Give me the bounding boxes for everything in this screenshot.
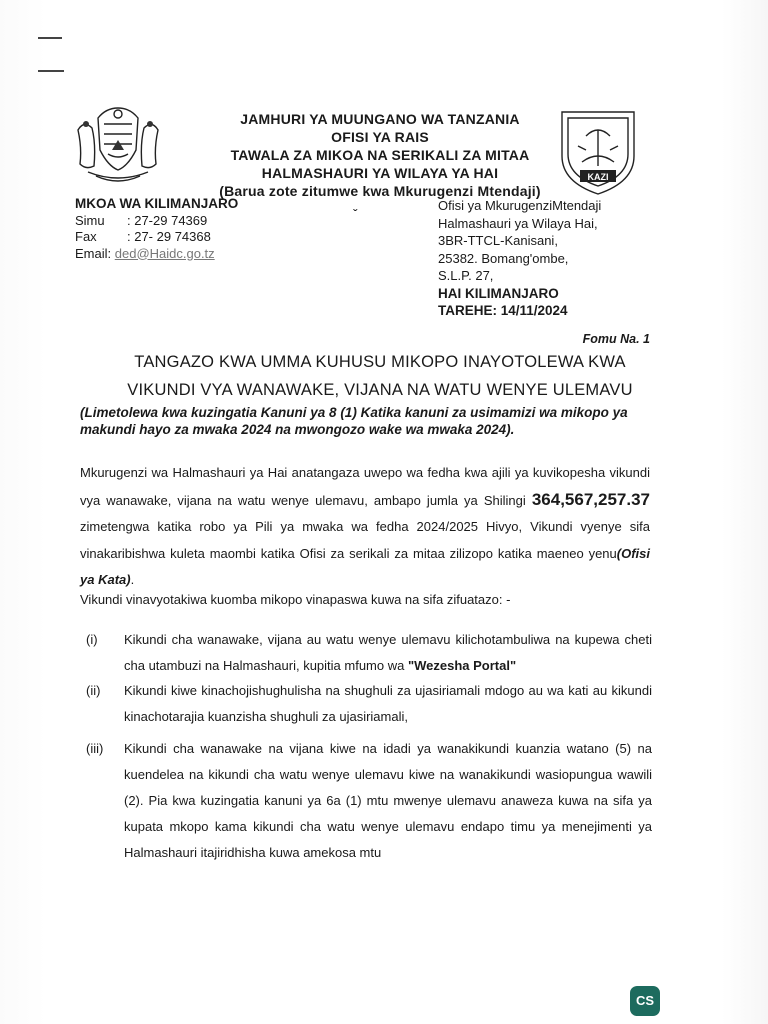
fax-value: : 27- 29 74368 (127, 229, 211, 244)
announcement-title (80, 348, 680, 404)
form-number: Fomu Na. 1 (582, 332, 650, 346)
email-label: Email: (75, 245, 112, 261)
letter-date: TAREHE: 14/11/2024 (438, 303, 568, 318)
letterhead-line: JAMHURI YA MUUNGANO WA TANZANIA (240, 111, 520, 127)
address-line: 3BR-TTCL-Kanisani, (438, 233, 558, 248)
address-line: Ofisi ya MkurugenziMtendaji (438, 198, 602, 213)
email-link[interactable]: ded@Haidc.go.tz (114, 245, 215, 261)
fax-label: Fax (75, 229, 97, 244)
item-emphasis: "Wezesha Portal" (407, 658, 517, 673)
paragraph-text: zimetengwa katika robo ya Pili ya mwaka wa fedha 2024/2025 Hivyo, Vikundi vyenye sifa vinakaribishwa kuleta maombi katika Ofisi za serikali za mitaa zilizopo katika maeneo yenu (80, 519, 650, 561)
announcement-paragraph (80, 460, 650, 594)
fax-row (75, 229, 238, 246)
item-text: Kikundi kiwe kinachojishughulisha na shughuli za ujasiriamali mdogo au wa kati au kikundi kinachotarajia kuanzisha shughuli za ujasiriamali, (124, 683, 652, 724)
item-text: Kikundi cha wanawake na vijana kiwe na idadi ya wanakikundi kuanzia watano (5) na kuendelea na kikundi cha watu wenye ulemavu kiwe na wanakikundi wasiopungua wawili (2). Pia kwa kuzingatia kanuni ya 6a (1) mtu mwenye ulemavu anaweza kuwa na sifa ya kupata mkopo kama kikundi cha watu wenye ulemavu endapo timu ya menejimenti ya Halmashauri itajiridhisha kuwa amekosa mtu (124, 741, 652, 860)
letterhead-line: (Barua zote zitumwe kwa Mkurugenzi Mtendaji) (219, 183, 541, 199)
requirement-item (80, 678, 652, 730)
contact-block (75, 196, 238, 262)
requirement-item (80, 627, 652, 679)
loan-amount: 364,567,257.37 (531, 489, 650, 509)
scan-mark (38, 37, 62, 39)
phone-label: Simu (75, 212, 105, 228)
scan-mark (38, 70, 64, 72)
paragraph-emphasis: (Ofisi ya Kata) (80, 545, 650, 587)
item-number: (ii) (86, 683, 101, 698)
address-line: S.L.P. 27, (438, 268, 494, 283)
item-number: (i) (86, 632, 98, 647)
letterhead-line: HALMASHAURI YA WILAYA YA HAI (261, 165, 499, 181)
camscanner-badge: CS (630, 986, 660, 1016)
letterhead (150, 110, 610, 200)
item-number: (iii) (86, 741, 104, 756)
requirement-item (80, 736, 652, 866)
phone-value: : 27-29 74369 (127, 212, 208, 228)
phone-row (75, 213, 238, 230)
address-line: 25382. Bomang'ombe, (438, 250, 569, 266)
address-line: Halmashauri ya Wilaya Hai, (438, 215, 598, 231)
scan-mark: ˇ (353, 206, 358, 222)
requirements-intro: Vikundi vinavyotakiwa kuomba mikopo vinapaswa kuwa na sifa zifuatazo: - (80, 592, 511, 607)
address-town: HAI KILIMANJARO (438, 285, 559, 301)
title-line: TANGAZO KWA UMMA KUHUSU MIKOPO INAYOTOLEWA KWA (134, 353, 626, 371)
title-line: VIKUNDI VYA WANAWAKE, VIJANA NA WATU WENYE ULEMAVU (127, 381, 633, 399)
letterhead-line: OFISI YA RAIS (331, 129, 429, 145)
paragraph-text: . (130, 572, 135, 587)
paragraph-text: Mkurugenzi wa Halmashauri ya Hai anatangaza uwepo wa fedha kwa ajili ya kuvikopesha vikundi vya wanawake, vijana na watu wenye ulemavu, ambapo jumla ya Shilingi (80, 465, 650, 508)
letterhead-line: TAWALA ZA MIKOA NA SERIKALI ZA MITAA (230, 147, 530, 163)
item-text: Kikundi cha wanawake, vijana au watu wenye ulemavu kilichotambuliwa na kupewa cheti cha utambuzi na Halmashauri, kupitia mfumo wa (124, 632, 652, 673)
announcement-subtitle: (Limetolewa kwa kuzingatia Kanuni ya 8 (1) Katika kanuni za usimamizi wa mikopo ya makundi hayo za mwaka 2024 na mwongozo wake wa mwaka 2024). (80, 405, 628, 437)
seal-banner: KAZI (587, 172, 609, 182)
region-name: MKOA WA KILIMANJARO (75, 196, 239, 211)
office-address (438, 197, 601, 320)
email-row (75, 246, 238, 263)
